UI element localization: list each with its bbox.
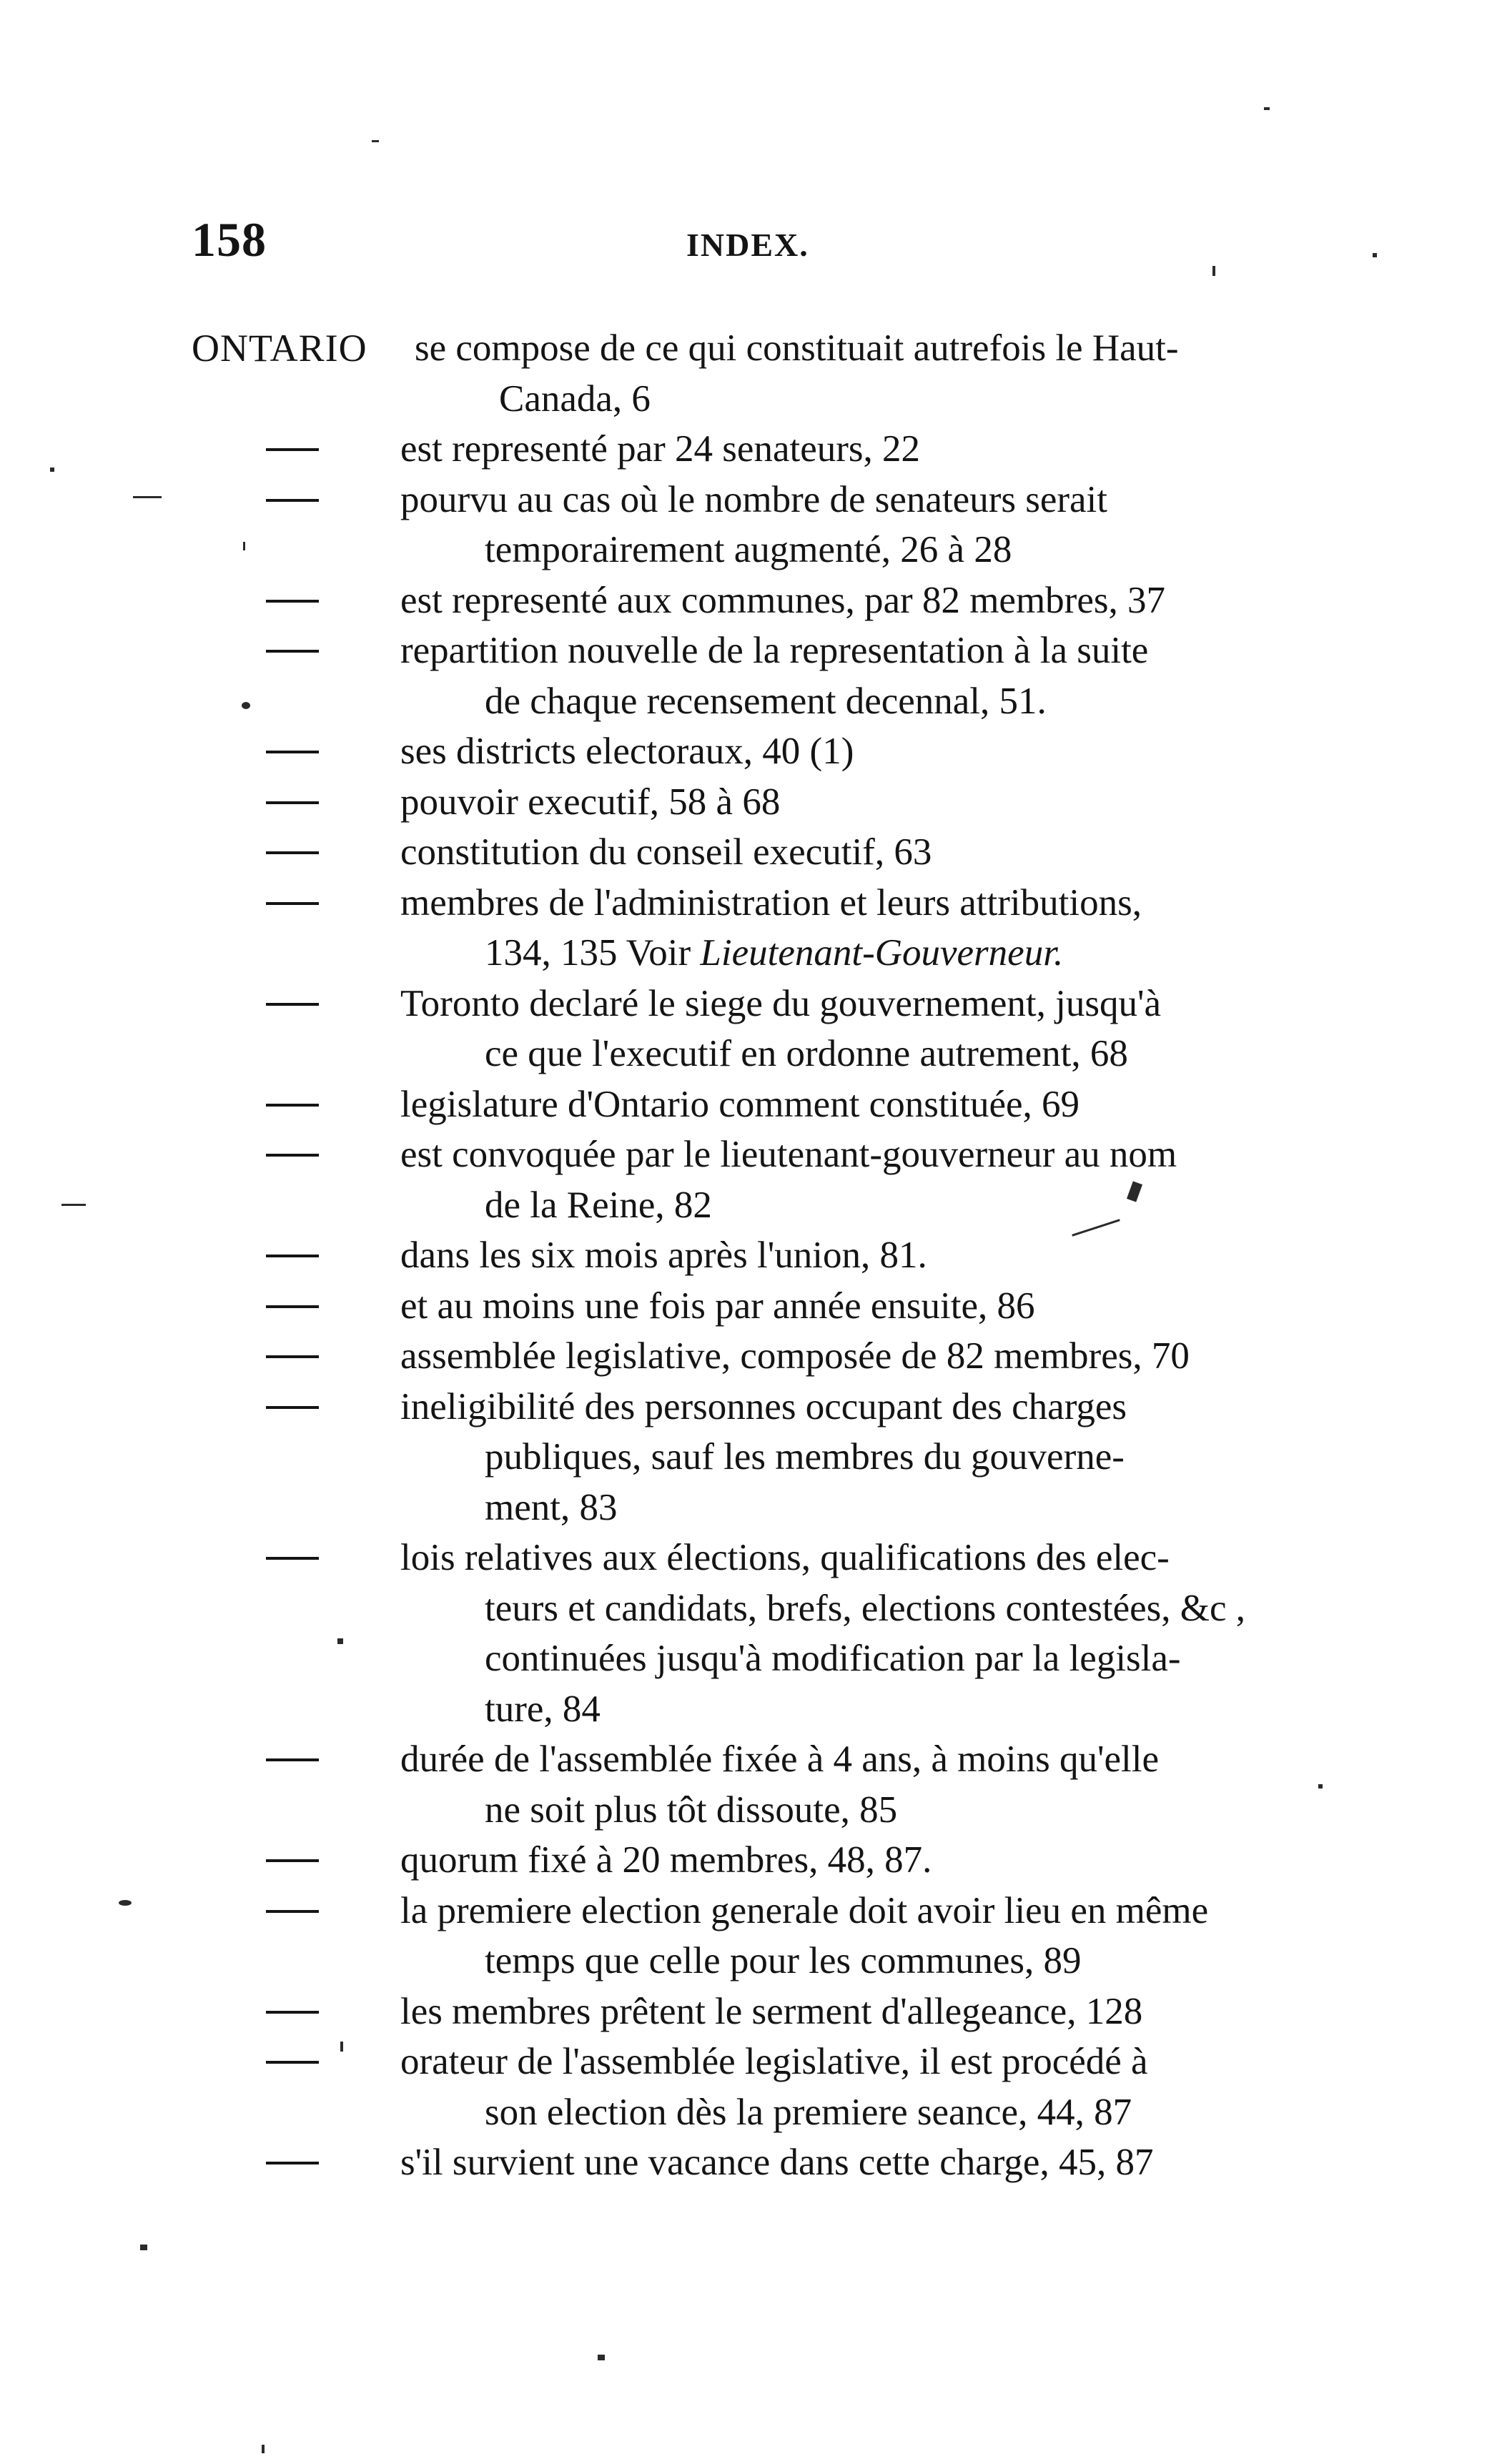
index-entry: [0, 1129, 1487, 1230]
index-entry: [0, 979, 1487, 1079]
scan-speck: [1318, 1784, 1323, 1788]
index-entry: [0, 625, 1487, 726]
index-entry: [0, 424, 1487, 475]
entry-line: teurs et candidats, brefs, elections contestées, &c ,: [485, 1587, 1246, 1629]
entry-line: publiques, sauf les membres du gouverne-: [485, 1436, 1125, 1478]
cross-reference: Lieutenant-Gouverneur.: [700, 932, 1064, 974]
index-entry: [0, 2037, 1487, 2137]
index-entry: [0, 878, 1487, 979]
scan-speck: [262, 2445, 265, 2453]
entry-line: dans les six mois après l'union, 81.: [400, 1235, 927, 1276]
index-entry: [0, 777, 1487, 828]
scan-speck: [340, 2042, 343, 2052]
entry-line: est convoquée par le lieutenant-gouverneur au nom: [400, 1134, 1177, 1175]
index-entry: [0, 475, 1487, 575]
entry-dash: [266, 801, 319, 804]
entry-line: temps que celle pour les communes, 89: [485, 1940, 1082, 1981]
page-number: 158: [192, 212, 267, 267]
index-entry: [0, 827, 1487, 878]
entry-dash: [266, 1859, 319, 1862]
index-entry: [0, 1986, 1487, 2037]
entry-text: [400, 1886, 1307, 1986]
entry-text: [400, 1986, 1307, 2037]
entry-line: pouvoir executif, 58 à 68: [400, 781, 781, 823]
entry-line: ne soit plus tôt dissoute, 85: [485, 1788, 898, 1831]
scan-speck: [242, 702, 250, 709]
entry-text: [400, 424, 1307, 475]
entry-line: constitution du conseil executif, 63: [400, 831, 932, 873]
scan-speck: [243, 542, 245, 550]
entry-line: son election dès la premiere seance, 44, 87: [485, 2091, 1132, 2133]
entry-text: [400, 1281, 1307, 1332]
scan-speck: [372, 140, 379, 142]
entry-line-text: 134, 135 Voir: [485, 932, 701, 974]
entry-text: [400, 475, 1307, 575]
entry-dash: [266, 1557, 319, 1560]
entry-dash: [266, 2061, 319, 2064]
scan-speck: [50, 467, 54, 472]
scan-speck: [337, 1638, 343, 1644]
entry-text: [400, 1835, 1307, 1886]
entry-dash: [266, 1910, 319, 1913]
entry-text: [400, 1382, 1307, 1533]
entry-text: [400, 1331, 1307, 1382]
index-entry: [0, 1382, 1487, 1533]
entry-text: [400, 2037, 1307, 2137]
entry-text: [400, 575, 1307, 626]
entry-line: ineligibilité des personnes occupant des charges: [400, 1385, 1127, 1428]
index-entry: [0, 1281, 1487, 1332]
entry-dash: [266, 1355, 319, 1358]
index-entry: [0, 323, 1487, 424]
entry-line: orateur de l'assemblée legislative, il est procédé à: [400, 2041, 1148, 2082]
entry-line: et au moins une fois par année ensuite, 86: [400, 1285, 1035, 1327]
entry-line: de chaque recensement decennal, 51.: [485, 680, 1047, 722]
entry-dash: [266, 600, 319, 603]
entry-text: [400, 726, 1307, 777]
entry-line: pourvu au cas où le nombre de senateurs serait: [400, 478, 1107, 520]
entry-dash: [266, 1104, 319, 1107]
entry-line: Canada, 6: [499, 377, 651, 420]
entry-line: de la Reine, 82: [485, 1184, 712, 1226]
entry-text: [415, 323, 1308, 424]
entry-line: Toronto declaré le siege du gouvernement, jusqu'à: [400, 982, 1162, 1024]
entry-line: ture, 84: [485, 1688, 601, 1730]
entry-line: est representé par 24 senateurs, 22: [400, 428, 920, 470]
index-entry: [0, 2137, 1487, 2188]
entry-line: membres de l'administration et leurs attributions,: [400, 881, 1142, 924]
entry-line: [400, 928, 1307, 979]
scan-speck: [61, 1204, 86, 1206]
entry-text: [400, 1079, 1307, 1130]
entry-text: [400, 979, 1307, 1079]
index-entries: [0, 323, 1487, 2188]
entry-line: ce que l'executif en ordonne autrement, 68: [485, 1033, 1128, 1074]
entry-line: est representé aux communes, par 82 membres, 37: [400, 579, 1165, 621]
entry-text: [400, 1533, 1307, 1734]
entry-dash: [266, 2011, 319, 2014]
entry-line: durée de l'assemblée fixée à 4 ans, à moins qu'elle: [400, 1738, 1160, 1780]
index-entry: [0, 726, 1487, 777]
entry-line: la premiere election generale doit avoir lieu en même: [400, 1889, 1209, 1931]
index-entry: [0, 1734, 1487, 1835]
scan-speck: [119, 1900, 132, 1906]
entry-line: ses districts electoraux, 40 (1): [400, 731, 854, 772]
index-entry: [0, 1835, 1487, 1886]
entry-line: repartition nouvelle de la representation à la suite: [400, 630, 1149, 671]
entry-dash: [266, 2162, 319, 2164]
index-entry: [0, 575, 1487, 626]
index-entry: [0, 1331, 1487, 1382]
entry-text: [400, 777, 1307, 828]
entry-text: [400, 827, 1307, 878]
entry-dash: [266, 1003, 319, 1006]
scan-speck: [598, 2355, 605, 2360]
scan-speck: [1373, 253, 1377, 257]
entry-line: les membres prêtent le serment d'allegeance, 128: [400, 1990, 1143, 2032]
entry-line: temporairement augmenté, 26 à 28: [485, 529, 1012, 570]
entry-line: ment, 83: [485, 1486, 618, 1528]
entry-dash: [266, 751, 319, 753]
entry-dash: [266, 650, 319, 653]
entry-dash: [266, 1154, 319, 1157]
entry-line: se compose de ce qui constituait autrefois le Haut-: [415, 327, 1179, 369]
index-entry: [0, 1533, 1487, 1734]
entry-text: [400, 625, 1307, 726]
entry-line: assemblée legislative, composée de 82 membres, 70: [400, 1335, 1190, 1377]
running-head: INDEX.: [686, 227, 809, 263]
entry-dash: [266, 851, 319, 854]
entry-dash: [266, 902, 319, 905]
index-entry: [0, 1230, 1487, 1281]
entry-line: legislature d'Ontario comment constituée, 69: [400, 1083, 1080, 1125]
entry-text: [400, 1734, 1307, 1835]
entry-dash: [266, 1406, 319, 1409]
index-head-word: ONTARIO: [192, 327, 367, 370]
entry-dash: [266, 1255, 319, 1257]
scan-speck: [1264, 107, 1270, 110]
entry-text: [400, 1129, 1307, 1230]
index-entry: [0, 1079, 1487, 1130]
entry-line: continuées jusqu'à modification par la legisla-: [485, 1638, 1181, 1679]
entry-text: [400, 1230, 1307, 1281]
entry-text: [400, 878, 1307, 979]
scan-speck: [1212, 266, 1215, 276]
scan-speck: [140, 2245, 147, 2250]
entry-line: quorum fixé à 20 membres, 48, 87.: [400, 1839, 932, 1881]
entry-line: s'il survient une vacance dans cette charge, 45, 87: [400, 2142, 1154, 2183]
entry-dash: [266, 1758, 319, 1761]
entry-dash: [266, 499, 319, 502]
entry-dash: [266, 1305, 319, 1308]
entry-text: [400, 2137, 1307, 2188]
entry-dash: [266, 448, 319, 451]
scan-speck: [133, 496, 162, 498]
entry-line: lois relatives aux élections, qualifications des elec-: [400, 1537, 1170, 1578]
index-entry: [0, 1886, 1487, 1986]
